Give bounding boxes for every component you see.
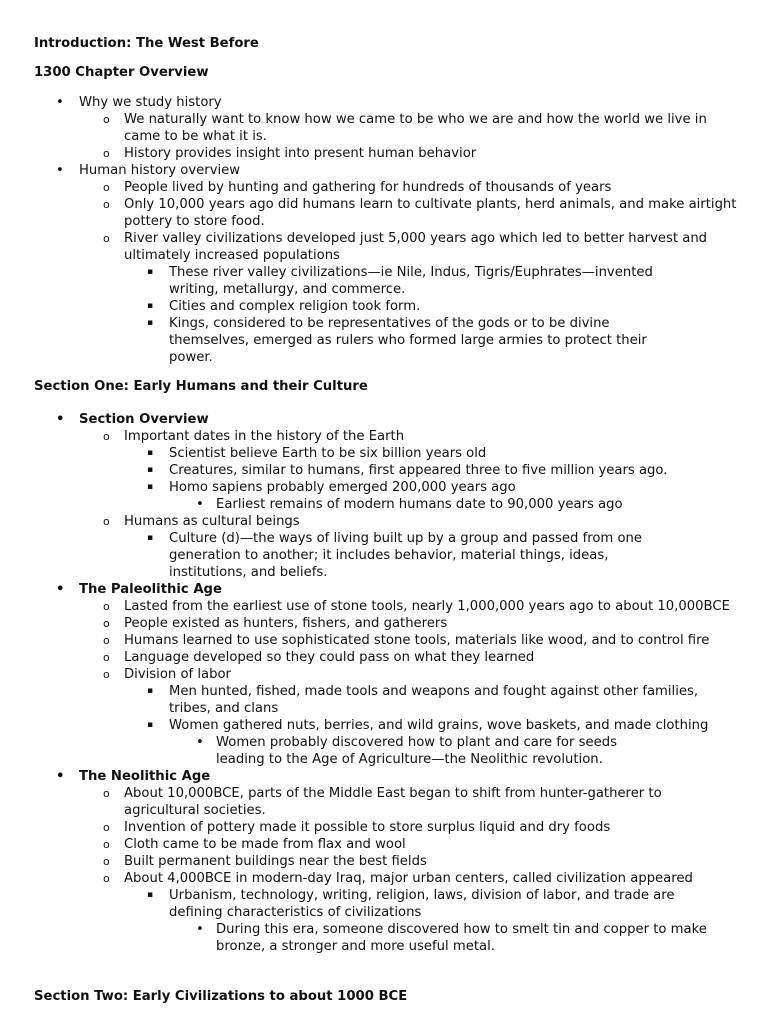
list-item: o Built permanent buildings near the best fields	[103, 854, 427, 869]
list-item: o People existed as hunters, fishers, and gatherers	[103, 616, 448, 631]
list-item: o Humans learned to use sophisticated stone tools, materials like wood, and to control fire	[103, 633, 710, 648]
bullet-icon: •	[56, 95, 64, 110]
square-bullet-icon: ▪	[147, 301, 154, 311]
list-item: o Language developed so they could pass on what they learned	[103, 650, 535, 665]
list-item: ▪ Scientist believe Earth to be six billion years old	[147, 446, 487, 461]
section-one-outline	[0, 411, 768, 955]
list-item: • Human history overview	[56, 163, 241, 178]
circle-bullet-icon: o	[103, 838, 110, 851]
bullet-icon: •	[196, 497, 204, 512]
circle-bullet-icon: o	[103, 787, 110, 800]
list-item: ▪ These river valley civilizations—ie Nile, Indus, Tigris/Euphrates—invented writing, metallurgy, and commerce.	[147, 265, 653, 297]
doc-title-line-1: Introduction: The West Before	[34, 36, 259, 51]
square-bullet-icon: ▪	[147, 267, 154, 277]
circle-bullet-icon: o	[103, 634, 110, 647]
square-bullet-icon: ▪	[147, 890, 154, 900]
list-item: o Invention of pottery made it possible to store surplus liquid and dry foods	[103, 820, 611, 835]
list-item: • The Neolithic Age	[56, 769, 211, 784]
list-item: ▪ Kings, considered to be representatives of the gods or to be divine themselves, emerged as rulers who formed large armies to protect their power.	[147, 316, 647, 365]
square-bullet-icon: ▪	[147, 465, 154, 475]
bullet-icon: •	[56, 769, 65, 784]
list-item: o Cloth came to be made from flax and wool	[103, 837, 406, 852]
square-bullet-icon: ▪	[147, 533, 154, 543]
square-bullet-icon: ▪	[147, 448, 154, 458]
square-bullet-icon: ▪	[147, 720, 154, 730]
list-item: ▪ Cities and complex religion took form.	[147, 299, 421, 314]
list-item: o Only 10,000 years ago did humans learn to cultivate plants, herd animals, and make airtight pottery to store food.	[103, 197, 737, 229]
list-item: • Earliest remains of modern humans date to 90,000 years ago	[196, 497, 623, 512]
doc-title-line-2: 1300 Chapter Overview	[34, 65, 209, 80]
list-item: ▪ Homo sapiens probably emerged 200,000 years ago	[147, 480, 516, 495]
bullet-icon: •	[196, 735, 204, 750]
list-item: ▪ Creatures, similar to humans, first appeared three to five million years ago.	[147, 463, 668, 478]
bullet-icon: •	[56, 412, 65, 427]
bullet-icon: •	[56, 582, 65, 597]
list-item: o River valley civilizations developed just 5,000 years ago which led to better harvest and ultimately increased populations	[103, 231, 708, 263]
list-item: • Section Overview	[56, 412, 209, 427]
circle-bullet-icon: o	[103, 113, 110, 126]
circle-bullet-icon: o	[103, 872, 110, 885]
list-item: • Why we study history	[56, 95, 222, 110]
list-item: o People lived by hunting and gathering for hundreds of thousands of years	[103, 180, 612, 195]
intro-outline	[0, 94, 768, 366]
list-item: o Important dates in the history of the Earth	[103, 429, 405, 444]
list-item: o Division of labor	[103, 667, 231, 682]
square-bullet-icon: ▪	[147, 686, 154, 696]
list-item: o About 10,000BCE, parts of the Middle East began to shift from hunter-gatherer to agricultural societies.	[103, 786, 662, 818]
section-two-heading: Section Two: Early Civilizations to about 1000 BCE	[34, 989, 408, 1004]
list-item: ▪ Men hunted, fished, made tools and weapons and fought against other families, tribes, and clans	[147, 684, 699, 716]
list-item: • Women probably discovered how to plant and care for seeds leading to the Age of Agriculture—the Neolithic revolution.	[196, 735, 617, 767]
circle-bullet-icon: o	[103, 600, 110, 613]
list-item: • The Paleolithic Age	[56, 582, 222, 597]
list-item: o Lasted from the earliest use of stone tools, nearly 1,000,000 years ago to about 10,000BCE	[103, 599, 730, 614]
list-item: • During this era, someone discovered how to smelt tin and copper to make bronze, a stronger and more useful metal.	[196, 922, 707, 954]
circle-bullet-icon: o	[103, 198, 110, 211]
circle-bullet-icon: o	[103, 855, 110, 868]
circle-bullet-icon: o	[103, 617, 110, 630]
circle-bullet-icon: o	[103, 668, 110, 681]
list-item: o History provides insight into present human behavior	[103, 146, 477, 161]
circle-bullet-icon: o	[103, 651, 110, 664]
section-one-heading: Section One: Early Humans and their Culture	[34, 379, 368, 394]
circle-bullet-icon: o	[103, 821, 110, 834]
bullet-icon: •	[196, 922, 204, 937]
list-item: o We naturally want to know how we came to be who we are and how the world we live in came to be what it is.	[103, 112, 707, 144]
circle-bullet-icon: o	[103, 232, 110, 245]
square-bullet-icon: ▪	[147, 318, 154, 328]
list-item: o Humans as cultural beings	[103, 514, 300, 529]
bullet-icon: •	[56, 163, 64, 178]
list-item: ▪ Culture (d)—the ways of living built up by a group and passed from one generation to another; it includes behavior, material things, ideas, institutions, and beliefs.	[147, 531, 642, 580]
circle-bullet-icon: o	[103, 147, 110, 160]
list-item: o About 4,000BCE in modern-day Iraq, major urban centers, called civilization appeared	[103, 871, 693, 886]
list-item: ▪ Urbanism, technology, writing, religion, laws, division of labor, and trade are defining characteristics of civilizations	[147, 888, 675, 920]
list-item: ▪ Women gathered nuts, berries, and wild grains, wove baskets, and made clothing	[147, 718, 709, 733]
circle-bullet-icon: o	[103, 515, 110, 528]
circle-bullet-icon: o	[103, 181, 110, 194]
circle-bullet-icon: o	[103, 430, 110, 443]
square-bullet-icon: ▪	[147, 482, 154, 492]
